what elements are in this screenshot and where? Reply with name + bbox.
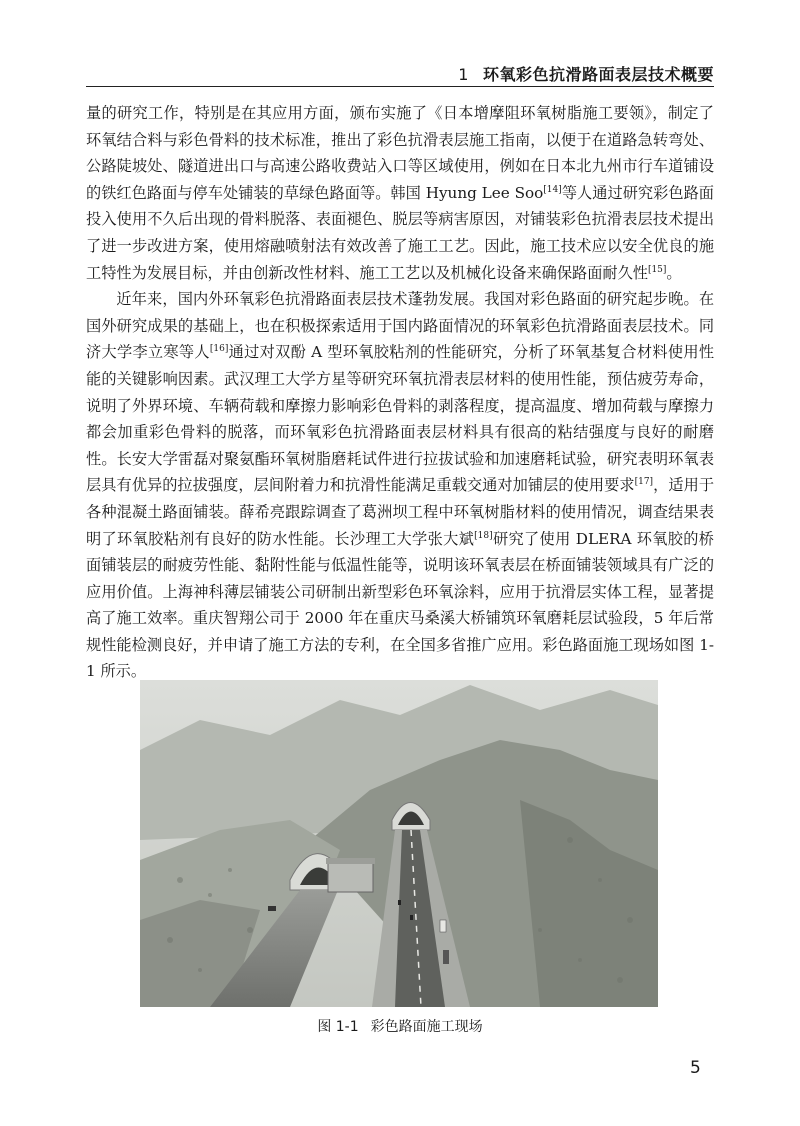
paragraph-1-part-b: 等人通过研究彩色路面投入使用不久后出现的骨料脱落、表面褪色、脱层等病害原因，对铺装彩色抗滑表层技术提出了进一步改进方案，使用熔融喷射法有效改善了施工工艺。因此，施工技术应以安全优良的施工特性为发展目标，并由创新改性材料、施工工艺以及机械化设备来确保路面耐久性 — [86, 183, 714, 282]
paragraph-2-part-d: 研究了使用 DLERA 环氧胶的桥面铺装层的耐疲劳性能、黏附性能与低温性能等，说明该环氧表层在桥面铺装领域具有广泛的应用价值。上海神科薄层铺装公司研制出新型彩色环氧涂料，应用于抗滑层实体工程，显著提高了施工效率。重庆智翔公司于 2000 年在重庆马桑溪大桥铺筑环氧磨耗层试验段，5 年后常规性能检测良好，并申请了施工方法的专利，在全国多省推广应用。彩色路面施工现场如图 1-1 所示。 — [86, 529, 714, 681]
figure-caption — [0, 1016, 800, 1036]
paragraph-1-part-a: 量的研究工作，特别是在其应用方面，颁布实施了《日本增摩阻环氧树脂施工要领》，制定了环氧结合料与彩色骨料的技术标准，推出了彩色抗滑表层施工指南，以便于在道路急转弯处、公路陡坡处、隧道进出口与高速公路收费站入口等区域使用，例如在日本北九州市行车道铺设的铁红色路面与停车处铺装的草绿色路面等。韩国 Hyung Lee Soo — [86, 104, 714, 202]
paragraph-2-part-b: 通过对双酚 A 型环氧胶粘剂的性能研究，分析了环氧基复合材料使用性能的关键影响因素。武汉理工大学方星等研究环氧抗滑表层材料的使用性能，预估疲劳寿命，说明了外界环境、车辆荷载和摩擦力影响彩色骨料的剥落程度，提高温度、增加荷载与摩擦力都会加重彩色骨料的脱落，而环氧彩色抗滑路面表层材料具有很高的粘结强度与良好的耐磨性。长安大学雷磊对聚氨酯环氧树脂磨耗试件进行拉拔试验和加速磨耗试验，研究表明环氧表层具有优异的拉拔强度，层间附着力和抗滑性能满足重载交通对加铺层的使用要求 — [86, 343, 715, 495]
chapter-number: 1 — [458, 65, 469, 84]
figure-number: 图 1-1 — [317, 1019, 359, 1035]
body-text — [86, 100, 714, 685]
running-header — [86, 60, 714, 87]
header-title — [458, 62, 714, 85]
citation-14: [14] — [543, 184, 562, 195]
figure-photo — [140, 680, 658, 1007]
paragraph-2-part-c: ，适用于各种混凝土路面铺装。薛希亮跟踪调查了葛洲坝工程中环氧树脂材料的使用情况，调查结果表明了环氧胶粘剂有良好的防水性能。长沙理工大学张大斌 — [86, 476, 715, 548]
paragraph-1 — [86, 100, 714, 286]
paragraph-2-part-a: 近年来，国内外环氧彩色抗滑路面表层技术蓬勃发展。我国对彩色路面的研究起步晚。在国外研究成果的基础上，也在积极探索适用于国内路面情况的环氧彩色抗滑路面表层技术。同济大学李立寒等人 — [86, 290, 714, 362]
citation-15: [15] — [647, 264, 667, 275]
paragraph-1-end: 。 — [666, 263, 682, 282]
citation-18: [18] — [474, 530, 493, 541]
citation-17: [17] — [634, 477, 654, 488]
figure-caption-text: 彩色路面施工现场 — [370, 1019, 483, 1035]
citation-16: [16] — [209, 344, 229, 355]
construction-site-photo — [140, 680, 658, 1007]
page-number: 5 — [690, 1058, 701, 1078]
paragraph-2 — [86, 286, 714, 685]
chapter-title: 环氧彩色抗滑路面表层技术概要 — [482, 65, 714, 84]
